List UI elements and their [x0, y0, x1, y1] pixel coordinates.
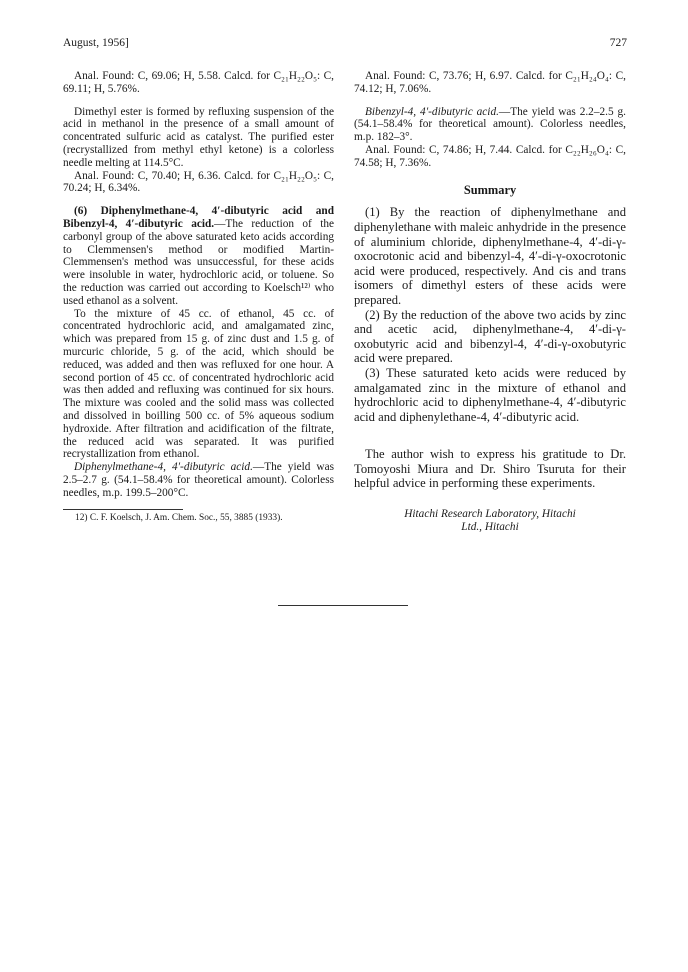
- bibenzyl-title: Bibenzyl-4, 4′-dibutyric acid.: [365, 105, 499, 118]
- summary-item-2: (2) By the reduction of the above two acids by zinc and acetic acid, diphenylmethane-4, 4′-di-γ-oxobutyric acid and bibenzyl-4, 4′-di-γ-oxobutyric acid were prepared.: [354, 307, 626, 366]
- end-of-article-rule: [278, 605, 408, 606]
- analysis-result-3: Anal. Found: C, 73.76; H, 6.97. Calcd. for C₂₁H₂₄O₄: C, 74.12; H, 7.06%.: [354, 70, 626, 95]
- summary-item-1: (1) By the reaction of diphenylmethane and diphenylethane with maleic anhydride in the presence of aluminium chloride, diphenylmethane-4, 4′-di-γ-oxocrotonic acid and bibenzyl-4, 4′-di-γ-oxocrotonic acid were produced, respectively. And cis and trans isomers of dimethyl esters of these acids were prepared.: [354, 205, 626, 307]
- header-date: August, 1956]: [63, 37, 129, 49]
- section-6-title: (6) Diphenylmethane-4, 4′-dibutyric acid and Bibenzyl-4, 4′-dibutyric acid.: [63, 205, 334, 230]
- mixture-paragraph: To the mixture of 45 cc. of ethanol, 45 cc. of concentrated hydrochloric acid, and amalgamated zinc, which was prepared from 15 g. of zinc dust and 1.5 g. of murcuric chloride, 5 g. of the acid, which should be reduced, was added and then was refluxed for one hour. A second portion of 45 cc. of concentrated hydrochloric acid was then added and refluxing was continued for six hours. The mixture was cooled and the solid mass was collected and dissolved in boilling 500 cc. of 5% aqueous sodium hydroxide. After filtration and acidification of the filtrate, the reduced acid was separated. It was purified recrystallization from ethanol.: [63, 307, 334, 461]
- ester-paragraph: Dimethyl ester is formed by refluxing suspension of the acid in methanol in the presence of a small amount of concentrated sulfuric acid as catalyst. The purified ester (recrystallized from methyl ethyl ketone) is a colorless needle melting at 114.5°C.: [63, 105, 334, 169]
- affiliation-line-2: Ltd., Hitachi: [461, 521, 519, 534]
- affiliation: [354, 508, 626, 534]
- analysis-result-4: Anal. Found: C, 74.86; H, 7.44. Calcd. for C₂₂H₂₆O₄: C, 74.58; H, 7.36%.: [354, 143, 626, 169]
- affiliation-line-1: Hitachi Research Laboratory, Hitachi: [404, 508, 576, 521]
- summary-item-3: (3) These saturated keto acids were reduced by amalgamated zinc in the mixture of ethanol and hydrochloric acid to diphenylmethane-4, 4′-dibutyric acid and diphenylethane-4, 4′-dibutyric acid.: [354, 365, 626, 424]
- footnote-rule: [63, 509, 183, 510]
- right-column: [354, 70, 626, 534]
- page-number: 727: [609, 37, 627, 49]
- summary-block: [354, 205, 626, 491]
- diphenylmethane-paragraph: [63, 461, 334, 499]
- page-header: [63, 37, 627, 53]
- analysis-result-2: Anal. Found: C, 70.40; H, 6.36. Calcd. for C₂₁H₂₂O₅: C, 70.24; H, 6.34%.: [63, 169, 334, 195]
- analysis-result-1: Anal. Found: C, 69.06; H, 5.58. Calcd. for C₂₁H₂₂O₅: C, 69.11; H, 5.76%.: [63, 70, 334, 95]
- section-6-paragraph: [63, 205, 334, 307]
- diphenylmethane-text: —The yield was 2.5–2.7 g. (54.1–58.4% for theoretical amount). Colorless needles, m.p. 199.5–200°C.: [63, 461, 334, 499]
- left-column: [63, 70, 334, 524]
- bibenzyl-paragraph: [354, 106, 626, 144]
- summary-heading: Summary: [463, 182, 517, 197]
- bibenzyl-text: —The yield was 2.2–2.5 g. (54.1–58.4% for theoretical amount). Colorless needles, m.p. 182–3°.: [354, 105, 626, 144]
- footnote-12: 12) C. F. Koelsch, J. Am. Chem. Soc., 55, 3885 (1933).: [75, 512, 283, 523]
- acknowledgement: The author wish to express his gratitude to Dr. Tomoyoshi Miura and Dr. Shiro Tsuruta for their helpful advice in performing these experiments.: [354, 447, 626, 491]
- diphenylmethane-title: Diphenylmethane-4, 4′-dibutyric acid.: [74, 461, 253, 474]
- section-6-text: —The reduction of the carbonyl group of the above saturated keto acids according to Clemmensen's method or modified Martin-Clemmensen's method was unsuccessful, for these acids were insoluble in water, hydrochloric acid, or toluene. So the reduction was carried out according to Koelsch¹²⁾ who used ethanol as a solvent.: [63, 217, 334, 307]
